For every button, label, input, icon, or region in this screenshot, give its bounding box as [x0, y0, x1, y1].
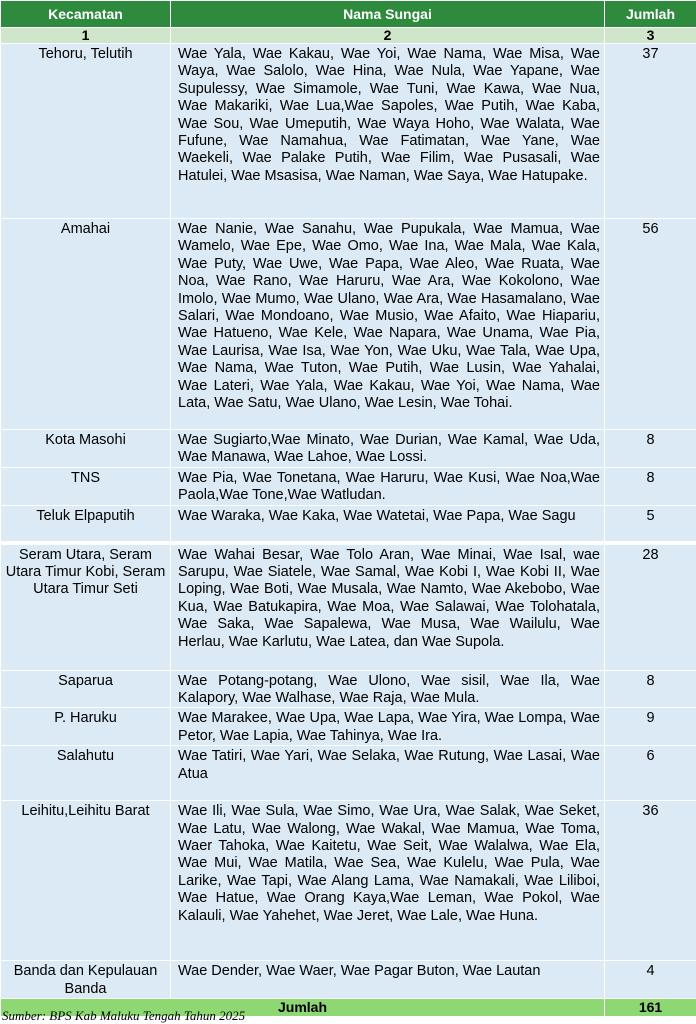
cell-nama-sungai: Wae Waraka, Wae Kaka, Wae Watetai, Wae Papa, Wae Sagu — [171, 505, 605, 541]
table-row — [1, 219, 696, 430]
header-jumlah: Jumlah — [605, 1, 696, 28]
source-note: Sumber: BPS Kab Maluku Tengah Tahun 2025 — [2, 1008, 246, 1023]
table-row — [1, 801, 696, 961]
cell-jumlah: 56 — [605, 219, 696, 430]
cell-kecamatan: TNS — [1, 467, 171, 505]
table-row — [1, 961, 696, 999]
cell-kecamatan: Saparua — [1, 670, 171, 708]
cell-nama-sungai: Wae Tatiri, Wae Yari, Wae Selaka, Wae Rutung, Wae Lasai, Wae Atua — [171, 746, 605, 801]
cell-nama-sungai: Wae Ili, Wae Sula, Wae Simo, Wae Ura, Wae Salak, Wae Seket, Wae Latu, Wae Walong, Wae Wakal, Wae Mamua, Wae Toma, Waer Tahoka, Wae Kaitetu, Wae Seit, Wae Walalwa, Wae Ela, Wae Mui, Wae Matila, Wae Sea, Wae Kulelu, Wae Pula, Wae Larike, Wae Tapi, Wae Alang Lama, Wae Namakali, Wae Liliboi, Wae Hatue, Wae Orang Kaya,Wae Leman, Wae Pokol, Wae Kalauli, Wae Yahehet, Wae Jeret, Wae Lale, Wae Huna. — [171, 801, 605, 961]
column-number-1: 1 — [1, 28, 171, 44]
table-row — [1, 467, 696, 505]
total-label: Jumlah — [1, 999, 605, 1017]
table-row — [1, 708, 696, 746]
cell-kecamatan: Banda dan Kepulauan Banda — [1, 961, 171, 999]
header-kecamatan: Kecamatan — [1, 1, 171, 28]
cell-nama-sungai: Wae Yala, Wae Kakau, Wae Yoi, Wae Nama, Wae Misa, Wae Waya, Wae Salolo, Wae Hina, Wae Nula, Wae Yapane, Wae Supulessy, Wae Simamole, Wae Tuni, Wae Kawa, Wae Nua, Wae Makariki, Wae Lua,Wae Sapoles, Wae Putih, Wae Kaba, Wae Sou, Wae Umeputih, Wae Waya Hoho, Wae Walata, Wae Fufune, Wae Namahua, Wae Fatimatan, Wae Yane, Wae Waekeli, Wae Palake Putih, Wae Filim, Wae Pusasali, Wae Hatulei, Wae Msasisa, Wae Naman, Wae Saya, Wae Hatupake. — [171, 44, 605, 219]
cell-nama-sungai: Wae Nanie, Wae Sanahu, Wae Pupukala, Wae Mamua, Wae Wamelo, Wae Epe, Wae Omo, Wae Ina, Wae Mala, Wae Kala, Wae Puty, Wae Uwe, Wae Papa, Wae Aleo, Wae Ruata, Wae Noa, Wae Rano, Wae Haruru, Wae Ara, Wae Kokolono, Wae Imolo, Wae Mumo, Wae Ulano, Wae Ara, Wae Hasamalano, Wae Salari, Wae Mondoano, Wae Musio, Wae Afaito, Wae Hiapariu, Wae Hatueno, Wae Kele, Wae Napara, Wae Unama, Wae Pia, Wae Laurisa, Wae Isa, Wae Yon, Wae Uku, Wae Tala, Wae Upa, Wae Nama, Wae Tuton, Wae Putih, Wae Lusin, Wae Yahalai, Wae Lateri, Wae Yala, Wae Kakau, Wae Yoi, Wae Nama, Wae Lata, Wae Satu, Wae Ulano, Wae Lesin, Wae Tohai. — [171, 219, 605, 430]
cell-jumlah: 6 — [605, 746, 696, 801]
column-number-row — [1, 28, 696, 44]
cell-jumlah: 4 — [605, 961, 696, 999]
table-row — [1, 430, 696, 468]
cell-jumlah: 36 — [605, 801, 696, 961]
cell-jumlah: 8 — [605, 467, 696, 505]
cell-jumlah: 8 — [605, 670, 696, 708]
header-row — [1, 1, 696, 28]
total-value: 161 — [605, 999, 696, 1017]
cell-jumlah: 5 — [605, 505, 696, 541]
cell-jumlah: 8 — [605, 430, 696, 468]
cell-nama-sungai: Wae Potang-potang, Wae Ulono, Wae sisil, Wae Ila, Wae Kalapory, Wae Walhase, Wae Raja, Wae Mula. — [171, 670, 605, 708]
cell-kecamatan: P. Haruku — [1, 708, 171, 746]
cell-jumlah: 28 — [605, 544, 696, 670]
cell-nama-sungai: Wae Sugiarto,Wae Minato, Wae Durian, Wae Kamal, Wae Uda, Wae Manawa, Wae Lahoe, Wae Lossi. — [171, 430, 605, 468]
cell-kecamatan: Leihitu,Leihitu Barat — [1, 801, 171, 961]
cell-kecamatan: Tehoru, Telutih — [1, 44, 171, 219]
table-row — [1, 505, 696, 541]
cell-kecamatan: Amahai — [1, 219, 171, 430]
cell-jumlah: 37 — [605, 44, 696, 219]
table-row — [1, 670, 696, 708]
cell-nama-sungai: Wae Dender, Wae Waer, Wae Pagar Buton, Wae Lautan — [171, 961, 605, 999]
column-number-2: 2 — [171, 28, 605, 44]
column-number-3: 3 — [605, 28, 696, 44]
cell-nama-sungai: Wae Pia, Wae Tonetana, Wae Haruru, Wae Kusi, Wae Noa,Wae Paola,Wae Tone,Wae Watludan. — [171, 467, 605, 505]
cell-nama-sungai: Wae Marakee, Wae Upa, Wae Lapa, Wae Yira, Wae Lompa, Wae Petor, Wae Lapia, Wae Tahinya, Wae Ira. — [171, 708, 605, 746]
header-nama-sungai: Nama Sungai — [171, 1, 605, 28]
cell-kecamatan: Salahutu — [1, 746, 171, 801]
cell-jumlah: 9 — [605, 708, 696, 746]
cell-kecamatan: Seram Utara, Seram Utara Timur Kobi, Seram Utara Timur Seti — [1, 544, 171, 670]
table-row — [1, 746, 696, 801]
cell-kecamatan: Teluk Elpaputih — [1, 505, 171, 541]
table-row — [1, 544, 696, 670]
cell-kecamatan: Kota Masohi — [1, 430, 171, 468]
table-row — [1, 44, 696, 219]
cell-nama-sungai: Wae Wahai Besar, Wae Tolo Aran, Wae Minai, Wae Isal, wae Sarupu, Wae Siatele, Wae Samal, Wae Kobi I, Wae Kobi II, Wae Loping, Wae Boti, Wae Musala, Wae Namto, Wae Akebobo, Wae Kua, Wae Batukapira, Wae Moa, Wae Salawai, Wae Tolohatala, Wae Saka, Wae Sapalewa, Wae Musa, Wae Wailulu, Wae Herlau, Wae Karlutu, Wae Latea, dan Wae Supola. — [171, 544, 605, 670]
